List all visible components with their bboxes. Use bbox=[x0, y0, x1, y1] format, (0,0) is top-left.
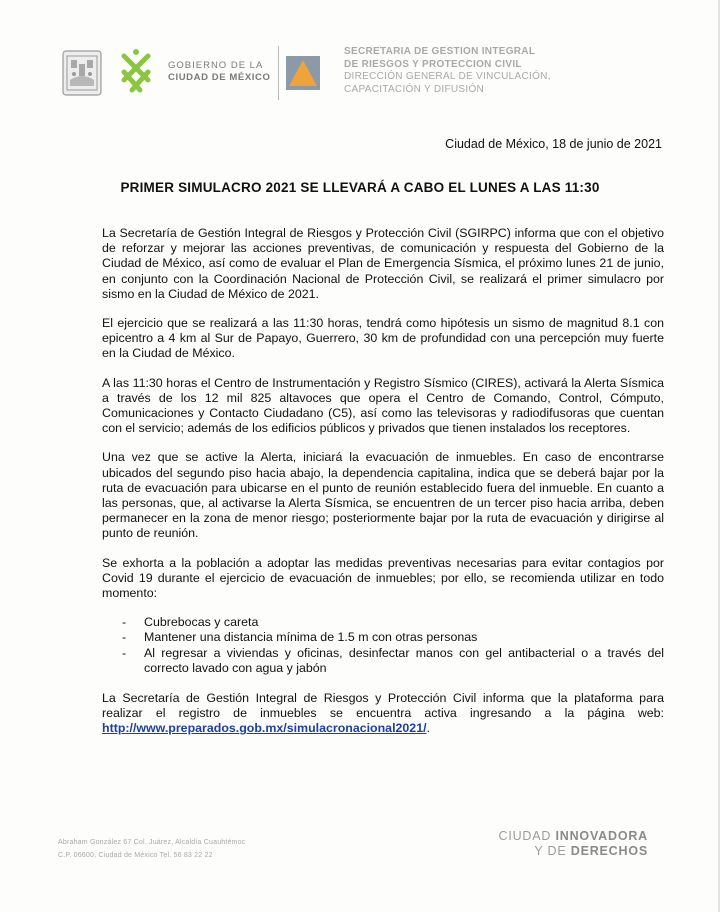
list-item bbox=[102, 630, 664, 645]
letterhead bbox=[62, 44, 662, 114]
closing-text: La Secretaría de Gestión Integral de Riesgos y Protección Civil informa que la plataforma para realizar el registro de inmuebles se encuentra activa ingresando a la página web: bbox=[102, 691, 664, 721]
direccion-line-2: CAPACITACIÓN Y DIFUSIÓN bbox=[344, 83, 485, 95]
paragraph-2: El ejercicio que se realizará a las 11:30 horas, tendrá como hipótesis un sismo de magnitud 8.1 con epicentro a 4 km al Sur de Papayo, Guerrero, 30 km de profundidad con una percepción muy fuerte en la Ciudad de México. bbox=[102, 316, 664, 361]
slogan-part-b: INNOVADORA bbox=[555, 829, 648, 843]
paragraph-3: A las 11:30 horas el Centro de Instrumentación y Registro Sísmico (CIRES), activará la Alerta Sísmica a través de los 12 mil 825 altavoces que opera el Centro de Comando, Control, Cómputo, Comunicaciones y Contacto Ciudadano (C5), así como las televisoras y radiodifusoras que cuentan con el servicio; además de los edificios públicos y privados que tienen instalados los receptores. bbox=[102, 375, 664, 436]
address-line-1: Abraham González 67 Col. Juárez, Alcaldía Cuauhtémoc bbox=[58, 839, 246, 846]
address-line-2: C.P. 06600, Ciudad de México Tel. 56 83 22 22 bbox=[58, 852, 213, 859]
footer-slogan bbox=[499, 829, 649, 859]
list-item-text: Al regresar a viviendas y oficinas, desinfectar manos con gel antibacterial o a través del correcto lavado con agua y jabón bbox=[144, 645, 664, 675]
list-item-text: Mantener una distancia mínima de 1.5 m con otras personas bbox=[144, 630, 478, 645]
sgirpc-triangle-icon bbox=[286, 56, 320, 90]
slogan-part-d: DERECHOS bbox=[570, 844, 648, 858]
document-title: PRIMER SIMULACRO 2021 SE LLEVARÁ A CABO EL LUNES A LAS 11:30 bbox=[120, 180, 600, 195]
list-item bbox=[102, 646, 664, 676]
registration-link[interactable]: http://www.preparados.gob.mx/simulacronacional2021/ bbox=[102, 721, 427, 736]
header-divider bbox=[278, 46, 279, 100]
direccion-line-1: DIRECCIÓN GENERAL DE VINCULACIÓN, bbox=[344, 71, 551, 82]
slogan-part-a: CIUDAD bbox=[498, 829, 556, 843]
list-bullet: - bbox=[122, 645, 127, 660]
document-body bbox=[102, 226, 664, 751]
list-item-text: Cubrebocas y careta bbox=[144, 615, 259, 630]
closing-period: . bbox=[426, 721, 430, 736]
cdmx-logo-icon bbox=[114, 48, 158, 98]
list-bullet: - bbox=[122, 630, 127, 645]
paragraph-1: La Secretaría de Gestión Integral de Riesgos y Protección Civil (SGIRPC) informa que con el objetivo de reforzar y mejorar las acciones preventivas, de comunicación y respuesta del Gobierno de la Ciudad de México, así como de evaluar el Plan de Emergencia Sísmica, el próximo lunes 21 de junio, en conjunto con la Coordinación Nacional de Protección Civil, se realizará el primer simulacro por sismo en la Ciudad de México de 2021. bbox=[102, 226, 664, 301]
secretaria-line-2: DE RIESGOS Y PROTECCION CIVIL bbox=[344, 58, 522, 70]
paragraph-5: Se exhorta a la población a adoptar las medidas preventivas necesarias para evitar contagios por Covid 19 durante el ejercicio de evacuación de inmuebles; por ello, se recomienda utilizar en todo momento: bbox=[102, 555, 664, 601]
paragraph-4: Una vez que se active la Alerta, iniciará la evacuación de inmuebles. En caso de encontrarse ubicados del segundo piso hacia abajo, la dependencia capitalina, indica que se deberá bajar por la ruta de evacuación para ubicarse en el punto de reunión establecido fuera del inmueble. En cuanto a las personas, que, al activarse la Alerta Sísmica, se encuentren de un tercer piso hacia arriba, deben permanecer en la zona de menor riesgo; posteriormente bajar por la ruta de evacuación y dirigirse al punto de reunión. bbox=[102, 450, 664, 541]
secretaria-heading bbox=[344, 46, 551, 96]
coat-of-arms-icon bbox=[62, 50, 102, 96]
covid-measures-list bbox=[102, 615, 664, 676]
closing-paragraph bbox=[102, 691, 664, 737]
slogan-part-c: Y DE bbox=[534, 844, 571, 858]
footer-address bbox=[58, 836, 245, 862]
gobierno-line-1: GOBIERNO DE LA bbox=[168, 60, 264, 71]
list-bullet: - bbox=[122, 615, 127, 630]
document-date: Ciudad de México, 18 de junio de 2021 bbox=[445, 137, 662, 151]
gobierno-line-2: CIUDAD DE MÉXICO bbox=[168, 72, 271, 83]
gobierno-cdmx-wordmark bbox=[168, 60, 271, 84]
secretaria-line-1: SECRETARIA DE GESTION INTEGRAL bbox=[344, 46, 536, 57]
list-item bbox=[102, 615, 664, 630]
